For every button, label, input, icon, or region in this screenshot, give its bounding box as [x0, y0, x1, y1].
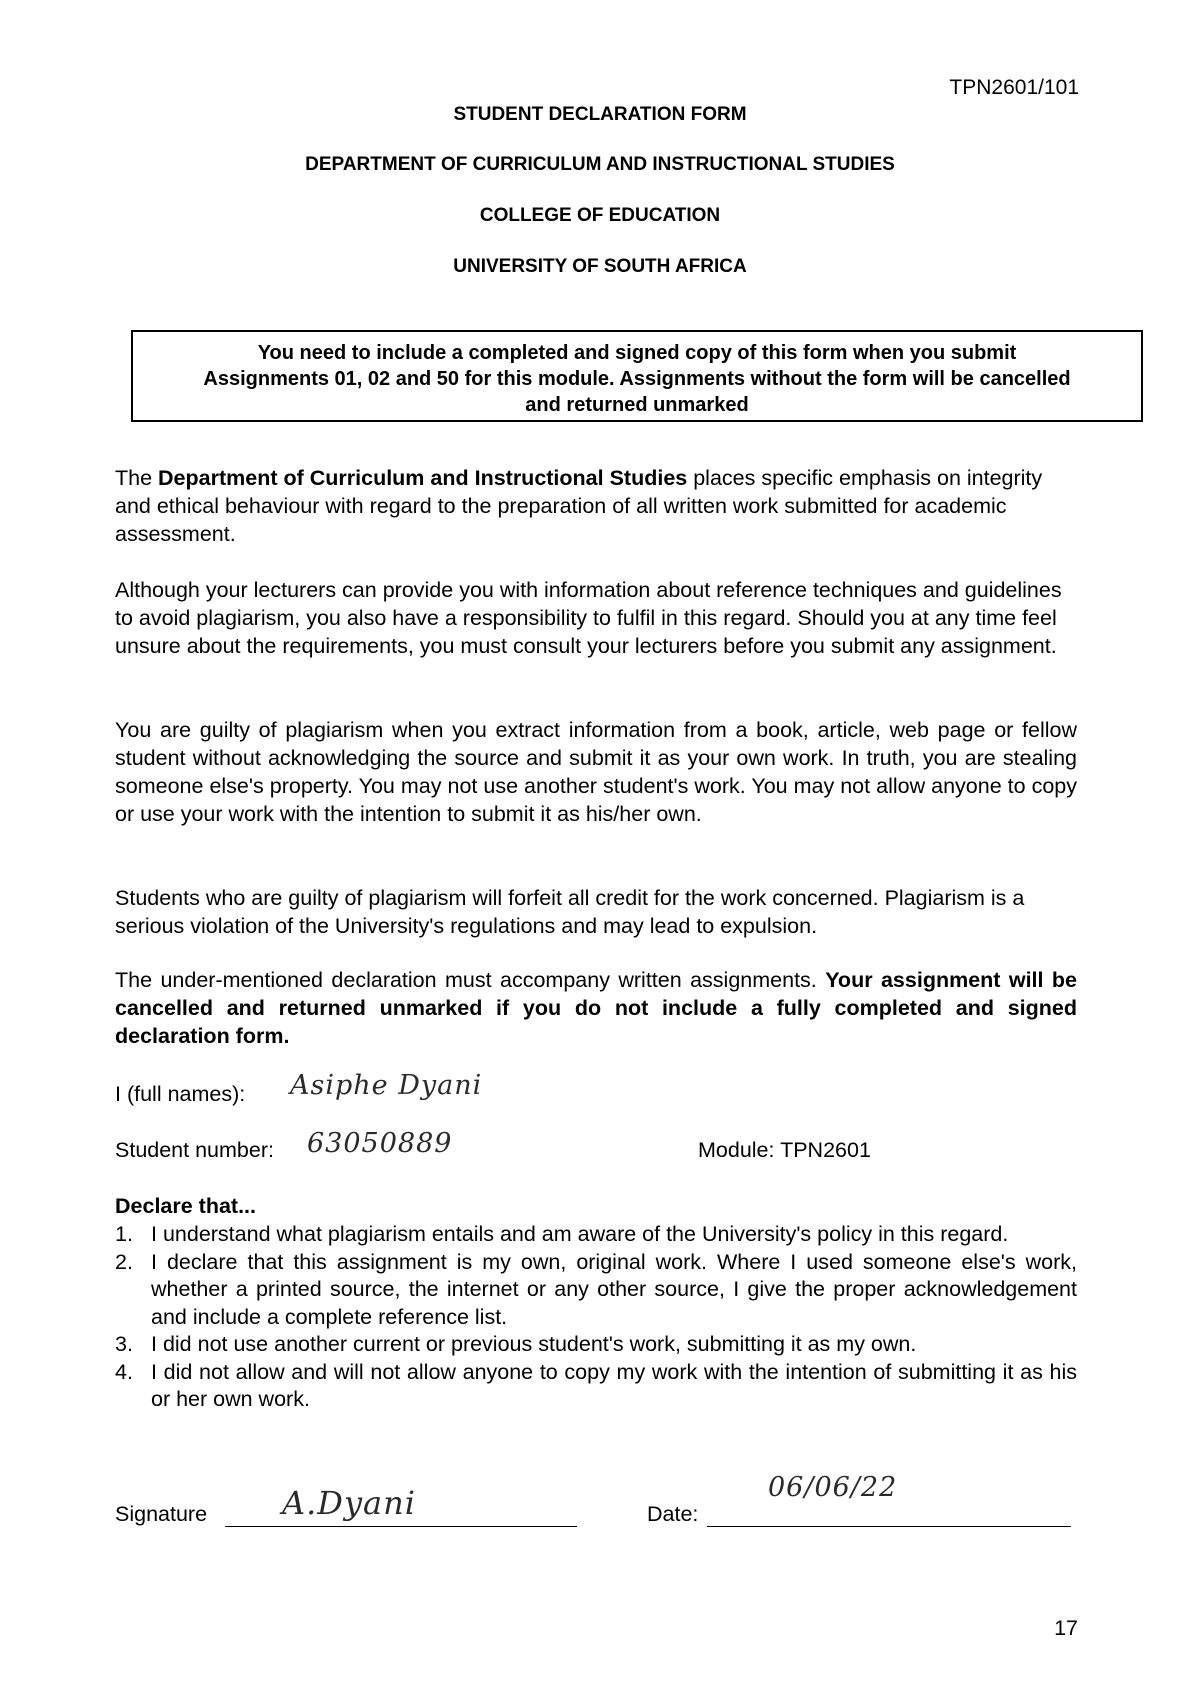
- notice-line-1: You need to include a completed and signed copy of this form when you submit: [257, 342, 1017, 364]
- department-heading: DEPARTMENT OF CURRICULUM AND INSTRUCTIONAL STUDIES: [305, 154, 895, 175]
- signature-label: Signature: [115, 1502, 208, 1526]
- declaration-item: [115, 1249, 1077, 1332]
- module-label: Module: TPN2601: [698, 1138, 871, 1162]
- intro-prefix: The: [115, 466, 159, 490]
- declaration-item: [115, 1221, 1077, 1249]
- declaration-number: 3.: [115, 1332, 133, 1356]
- university-heading: UNIVERSITY OF SOUTH AFRICA: [453, 256, 747, 277]
- declare-heading: Declare that...: [115, 1194, 256, 1218]
- requirement-warning: Your assignment will be cancelled and returned unmarked if you do not include a fully completed and signed declaration form.: [115, 968, 1078, 1048]
- declaration-item: [115, 1359, 1077, 1414]
- signature-line: [225, 1526, 577, 1527]
- declaration-number: 4.: [115, 1359, 133, 1384]
- requirement-prefix: The under-mentioned declaration must accompany written assignments.: [115, 968, 826, 992]
- document-code: TPN2601/101: [949, 76, 1079, 99]
- declaration-item: [115, 1331, 1077, 1359]
- page-number: 17: [1054, 1616, 1078, 1640]
- intro-paragraph: [115, 464, 1077, 548]
- date-value[interactable]: 06/06/22: [768, 1472, 898, 1503]
- plagiarism-definition-paragraph: You are guilty of plagiarism when you extract information from a book, article, web page or fellow student without acknowledging the source and submit it as your own work. In truth, you are stealing someone else's property. You may not use another student's work. You may not allow anyone to copy or use your work with the intention to submit it as his/her own.: [115, 718, 1077, 826]
- consequences-paragraph: Students who are guilty of plagiarism will forfeit all credit for the work concerned. Plagiarism is a serious violation of the University's regulations and may lead to expulsion.: [115, 886, 1025, 938]
- department-name: Department of Curriculum and Instructional Studies: [158, 466, 688, 490]
- declaration-list: [115, 1221, 1077, 1414]
- full-names-value[interactable]: Asiphe Dyani: [290, 1070, 483, 1101]
- declaration-text: I did not use another current or previous student's work, submitting it as my own.: [151, 1332, 917, 1356]
- student-number-value[interactable]: 63050889: [307, 1128, 453, 1159]
- declaration-text: I did not allow and will not allow anyone to copy my work with the intention of submitting it as his or her own work.: [151, 1359, 1077, 1411]
- notice-line-3: and returned unmarked: [525, 394, 749, 416]
- date-line: [707, 1526, 1071, 1527]
- declaration-number: 1.: [115, 1222, 133, 1246]
- full-names-label: I (full names):: [115, 1082, 246, 1106]
- form-title: STUDENT DECLARATION FORM: [453, 104, 747, 125]
- declaration-number: 2.: [115, 1249, 133, 1274]
- intro-rest: places specific emphasis on integrity and ethical behaviour with regard to the preparation of all written work submitted for academic assessment.: [115, 466, 1043, 546]
- declaration-text: I declare that this assignment is my own, original work. Where I used someone else's work, whether a printed source, the internet or any other source, I give the proper acknowledgement and include a complete reference list.: [151, 1249, 1077, 1329]
- date-label: Date:: [647, 1502, 699, 1526]
- declaration-requirement-paragraph: [115, 966, 1077, 1050]
- declaration-text: I understand what plagiarism entails and am aware of the University's policy in this regard.: [151, 1222, 1009, 1246]
- student-number-label: Student number:: [115, 1138, 274, 1162]
- lecturers-paragraph: Although your lecturers can provide you with information about reference techniques and guidelines to avoid plagiarism, you also have a responsibility to fulfil in this regard. Should you at any time feel unsure about the requirements, you must consult your lecturers before you submit any assignment.: [115, 578, 1062, 658]
- college-heading: COLLEGE OF EDUCATION: [479, 205, 721, 226]
- signature-value[interactable]: A.Dyani: [282, 1484, 416, 1522]
- notice-line-2: Assignments 01, 02 and 50 for this module. Assignments without the form will be cancelled: [203, 368, 1071, 390]
- submission-notice-box: [131, 330, 1143, 422]
